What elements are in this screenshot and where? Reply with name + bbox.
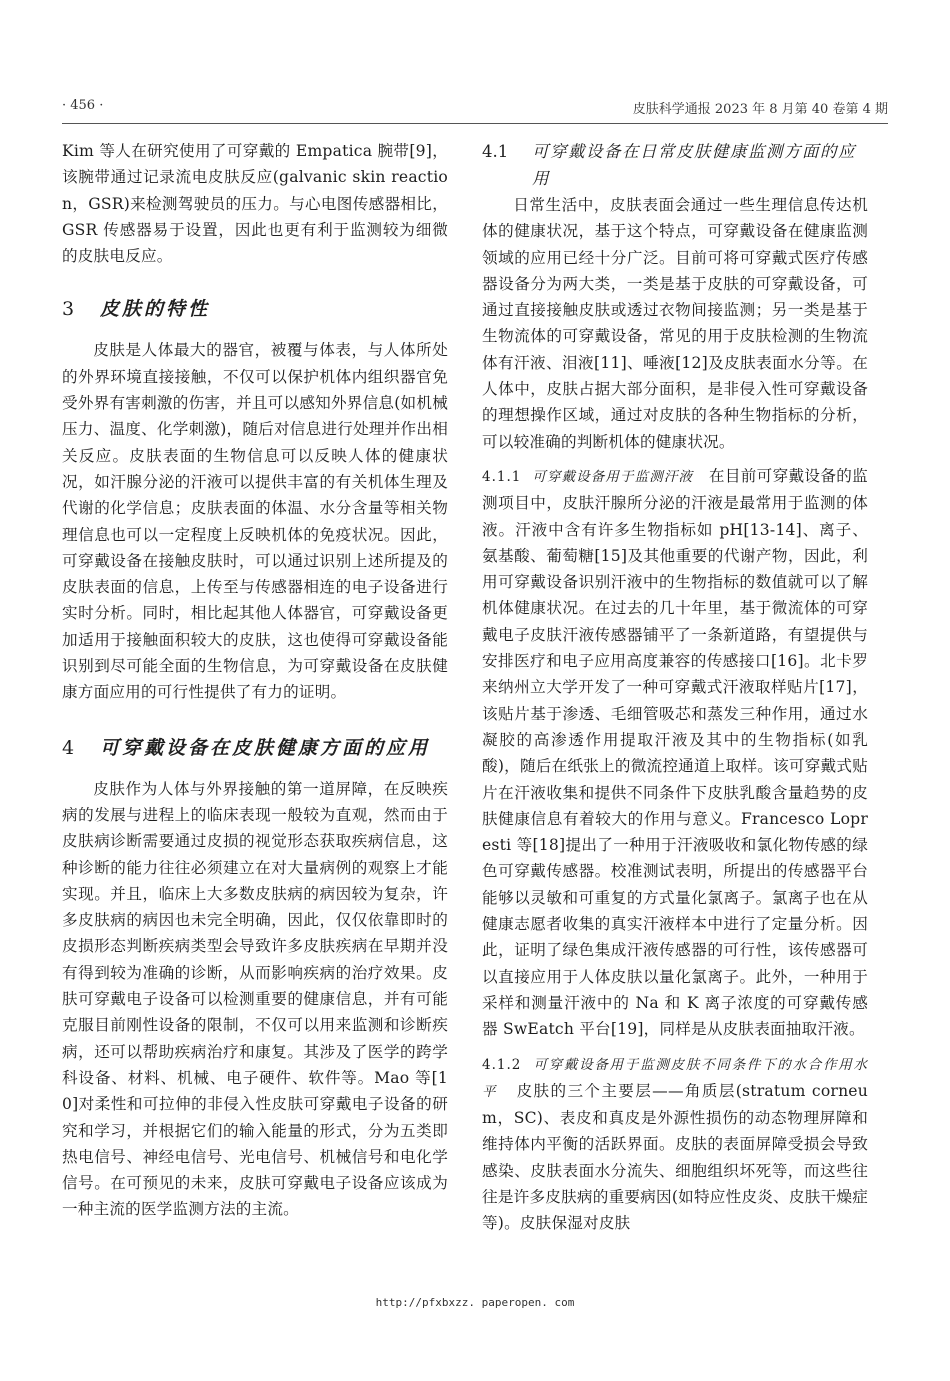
journal-title: 皮肤科学通报 2023 年 8 月第 40 卷第 4 期 xyxy=(632,102,888,117)
subsection-4-1-2-paragraph xyxy=(482,1051,868,1237)
footer-url: http://pfxbxzz. paperopen. com xyxy=(375,1296,575,1309)
right-column xyxy=(482,138,868,1237)
left-column xyxy=(62,138,448,1223)
running-header xyxy=(62,98,888,120)
subsection-4-1-paragraph: 日常生活中，皮肤表面会通过一些生理信息传达机体的健康状况，基于这个特点，可穿戴设备在健康监测领域的应用已经十分广泛。目前可将可穿戴式医疗传感器设备分为两大类，一类是基于皮肤的可穿戴设备，可通过直接接触皮肤或透过衣物间接监测；另一类是基于生物流体的可穿戴设备，常见的用于皮肤检测的生物流体有汗液、泪液[11]、唾液[12]及皮肤表面水分等。在人体中，皮肤占据大部分面积，是非侵入性可穿戴设备的理想操作区域，通过对皮肤的各种生物指标的分析，可以较准确的判断机体的健康状况。 xyxy=(482,196,868,451)
section-title: 可穿戴设备在皮肤健康方面的应用 xyxy=(100,736,431,759)
subsection-4-1-1-paragraph xyxy=(482,463,868,1043)
subsection-4-1-2-text: 皮肤的三个主要层——角质层(stratum corneum，SC)、表皮和真皮是外源性损伤的动态物理屏障和维持体内平衡的活跃界面。皮肤的表面屏障受损会导致感染、皮肤表面水分流失、细胞组织坏死等，而这些往往是许多皮肤病的重要病因(如特应性皮炎、皮肤干燥症等)。皮肤保湿对皮肤 xyxy=(482,1081,868,1233)
header-rule xyxy=(62,123,888,124)
section-4-heading xyxy=(62,728,448,768)
section-3-heading xyxy=(62,289,448,329)
subsection-4-1-1-heading: 4.1.1 可穿戴设备用于监测汗液 xyxy=(482,468,694,485)
subsection-4-1-1-text: 在目前可穿戴设备的监测项目中，皮肤汗腺所分泌的汗液是最常用于监测的体液。汗液中含有许多生物指标如 pH[13-14]、离子、氨基酸、葡萄糖[15]及其他重要的代谢产物，因此，利用可穿戴设备识别汗液中的生物指标的数值就可以了解机体健康状况。在过去的几十年里，基于微流体的可穿戴电子皮肤汗液传感器铺平了一条新道路，有望提供与安排医疗和电子应用高度兼容的传感接口[16]。北卡罗来纳州立大学开发了一种可穿戴式汗液取样贴片[17]，该贴片基于渗透、毛细管吸芯和蒸发三种作用，通过水凝胶的高渗透作用提取汗液及其中的生物指标(如乳酸)，随后在纸张上的微流控通道上取样。该可穿戴式贴片在汗液收集和提供不同条件下皮肤乳酸含量趋势的皮肤健康信息有着较大的作用与意义。Francesco Lopresti 等[18]提出了一种用于汗液吸收和氯化物传感的绿色可穿戴传感器。校准测试表明，所提出的传感器平台能够以灵敏和可重复的方式量化氯离子。氯离子也在从健康志愿者收集的真实汗液样本中进行了定量分析。因此，证明了绿色集成汗液传感器的可行性，该传感器可以直接应用于人体皮肤以量化氯离子。此外，一种用于采样和测量汗液中的 Na 和 K 离子浓度的可穿戴传感器 SwEatch 平台[19]，同样是从皮肤表面抽取汗液。 xyxy=(482,466,868,1039)
section-3-paragraph: 皮肤是人体最大的器官，被覆与体表，与人体所处的外界环境直接接触，不仅可以保护机体内组织器官免受外界有害刺激的伤害，并且可以感知外界信息(如机械压力、温度、化学刺激)，随后对信息进行处理并作出相关反应。皮肤表面的生物信息可以反映人体的健康状况，如汗腺分泌的汗液可以提供丰富的有关机体生理及代谢的化学信息；皮肤表面的体温、水分含量等相关物理信息也可以一定程度上反映机体的免疫状况。因此，可穿戴设备在接触皮肤时，可以通过识别上述所提及的皮肤表面的信息，上传至与传感器相连的电子设备进行实时分析。同时，相比起其他人体器官，可穿戴设备更加适用于接触面积较大的皮肤，这也使得可穿戴设备能识别到尽可能全面的生物信息，为可穿戴设备在皮肤健康方面应用的可行性提供了有力的证明。 xyxy=(62,341,448,702)
subsection-title: 可穿戴设备在日常皮肤健康监测方面的应用 xyxy=(532,142,856,188)
subsection-number: 4.1 xyxy=(482,142,509,161)
subsection-4-1-2-heading: 4.1.2 可穿戴设备用于监测皮肤不同条件下的水合作用水平 xyxy=(482,1056,869,1100)
subsection-4-1-heading xyxy=(482,138,868,192)
section-number: 4 xyxy=(62,736,75,759)
section-title: 皮肤的特性 xyxy=(100,298,211,321)
section-number: 3 xyxy=(62,298,75,321)
section-4-paragraph: 皮肤作为人体与外界接触的第一道屏障，在反映疾病的发展与进程上的临床表现一般较为直观，然而由于皮肤病诊断需要通过皮损的视觉形态获取疾病信息，这种诊断的能力往往必须建立在对大量病例的观察上才能实现。并且，临床上大多数皮肤病的病因较为复杂，许多皮肤病的病因也未完全明确，因此，仅仅依靠即时的皮损形态判断疾病类型会导致许多皮肤疾病在早期并没有得到较为准确的诊断，从而影响疾病的治疗效果。皮肤可穿戴电子设备可以检测重要的健康信息，并有可能克服目前刚性设备的限制，不仅可以用来监测和诊断疾病，还可以帮助疾病治疗和康复。其涉及了医学的跨学科设备、材料、机械、电子硬件、软件等。Mao 等[10]对柔性和可拉伸的非侵入性皮肤可穿戴电子设备的研究和学习，并根据它们的输入能量的形式，分为五类即热电信号、神经电信号、光电信号、机械信号和电化学信号。在可预见的未来，皮肤可穿戴电子设备应该成为一种主流的医学监测方法的主流。 xyxy=(62,779,448,1219)
intro-paragraph: Kim 等人在研究使用了可穿戴的 Empatica 腕带[9]，该腕带通过记录流电皮肤反应(galvanic skin reaction，GSR)来检测驾驶员的压力。与心电图传感器相比，GSR 传感器易于设置，因此也更有利于监测较为细微的皮肤电反应。 xyxy=(62,142,448,266)
page-number: · 456 · xyxy=(62,98,104,113)
